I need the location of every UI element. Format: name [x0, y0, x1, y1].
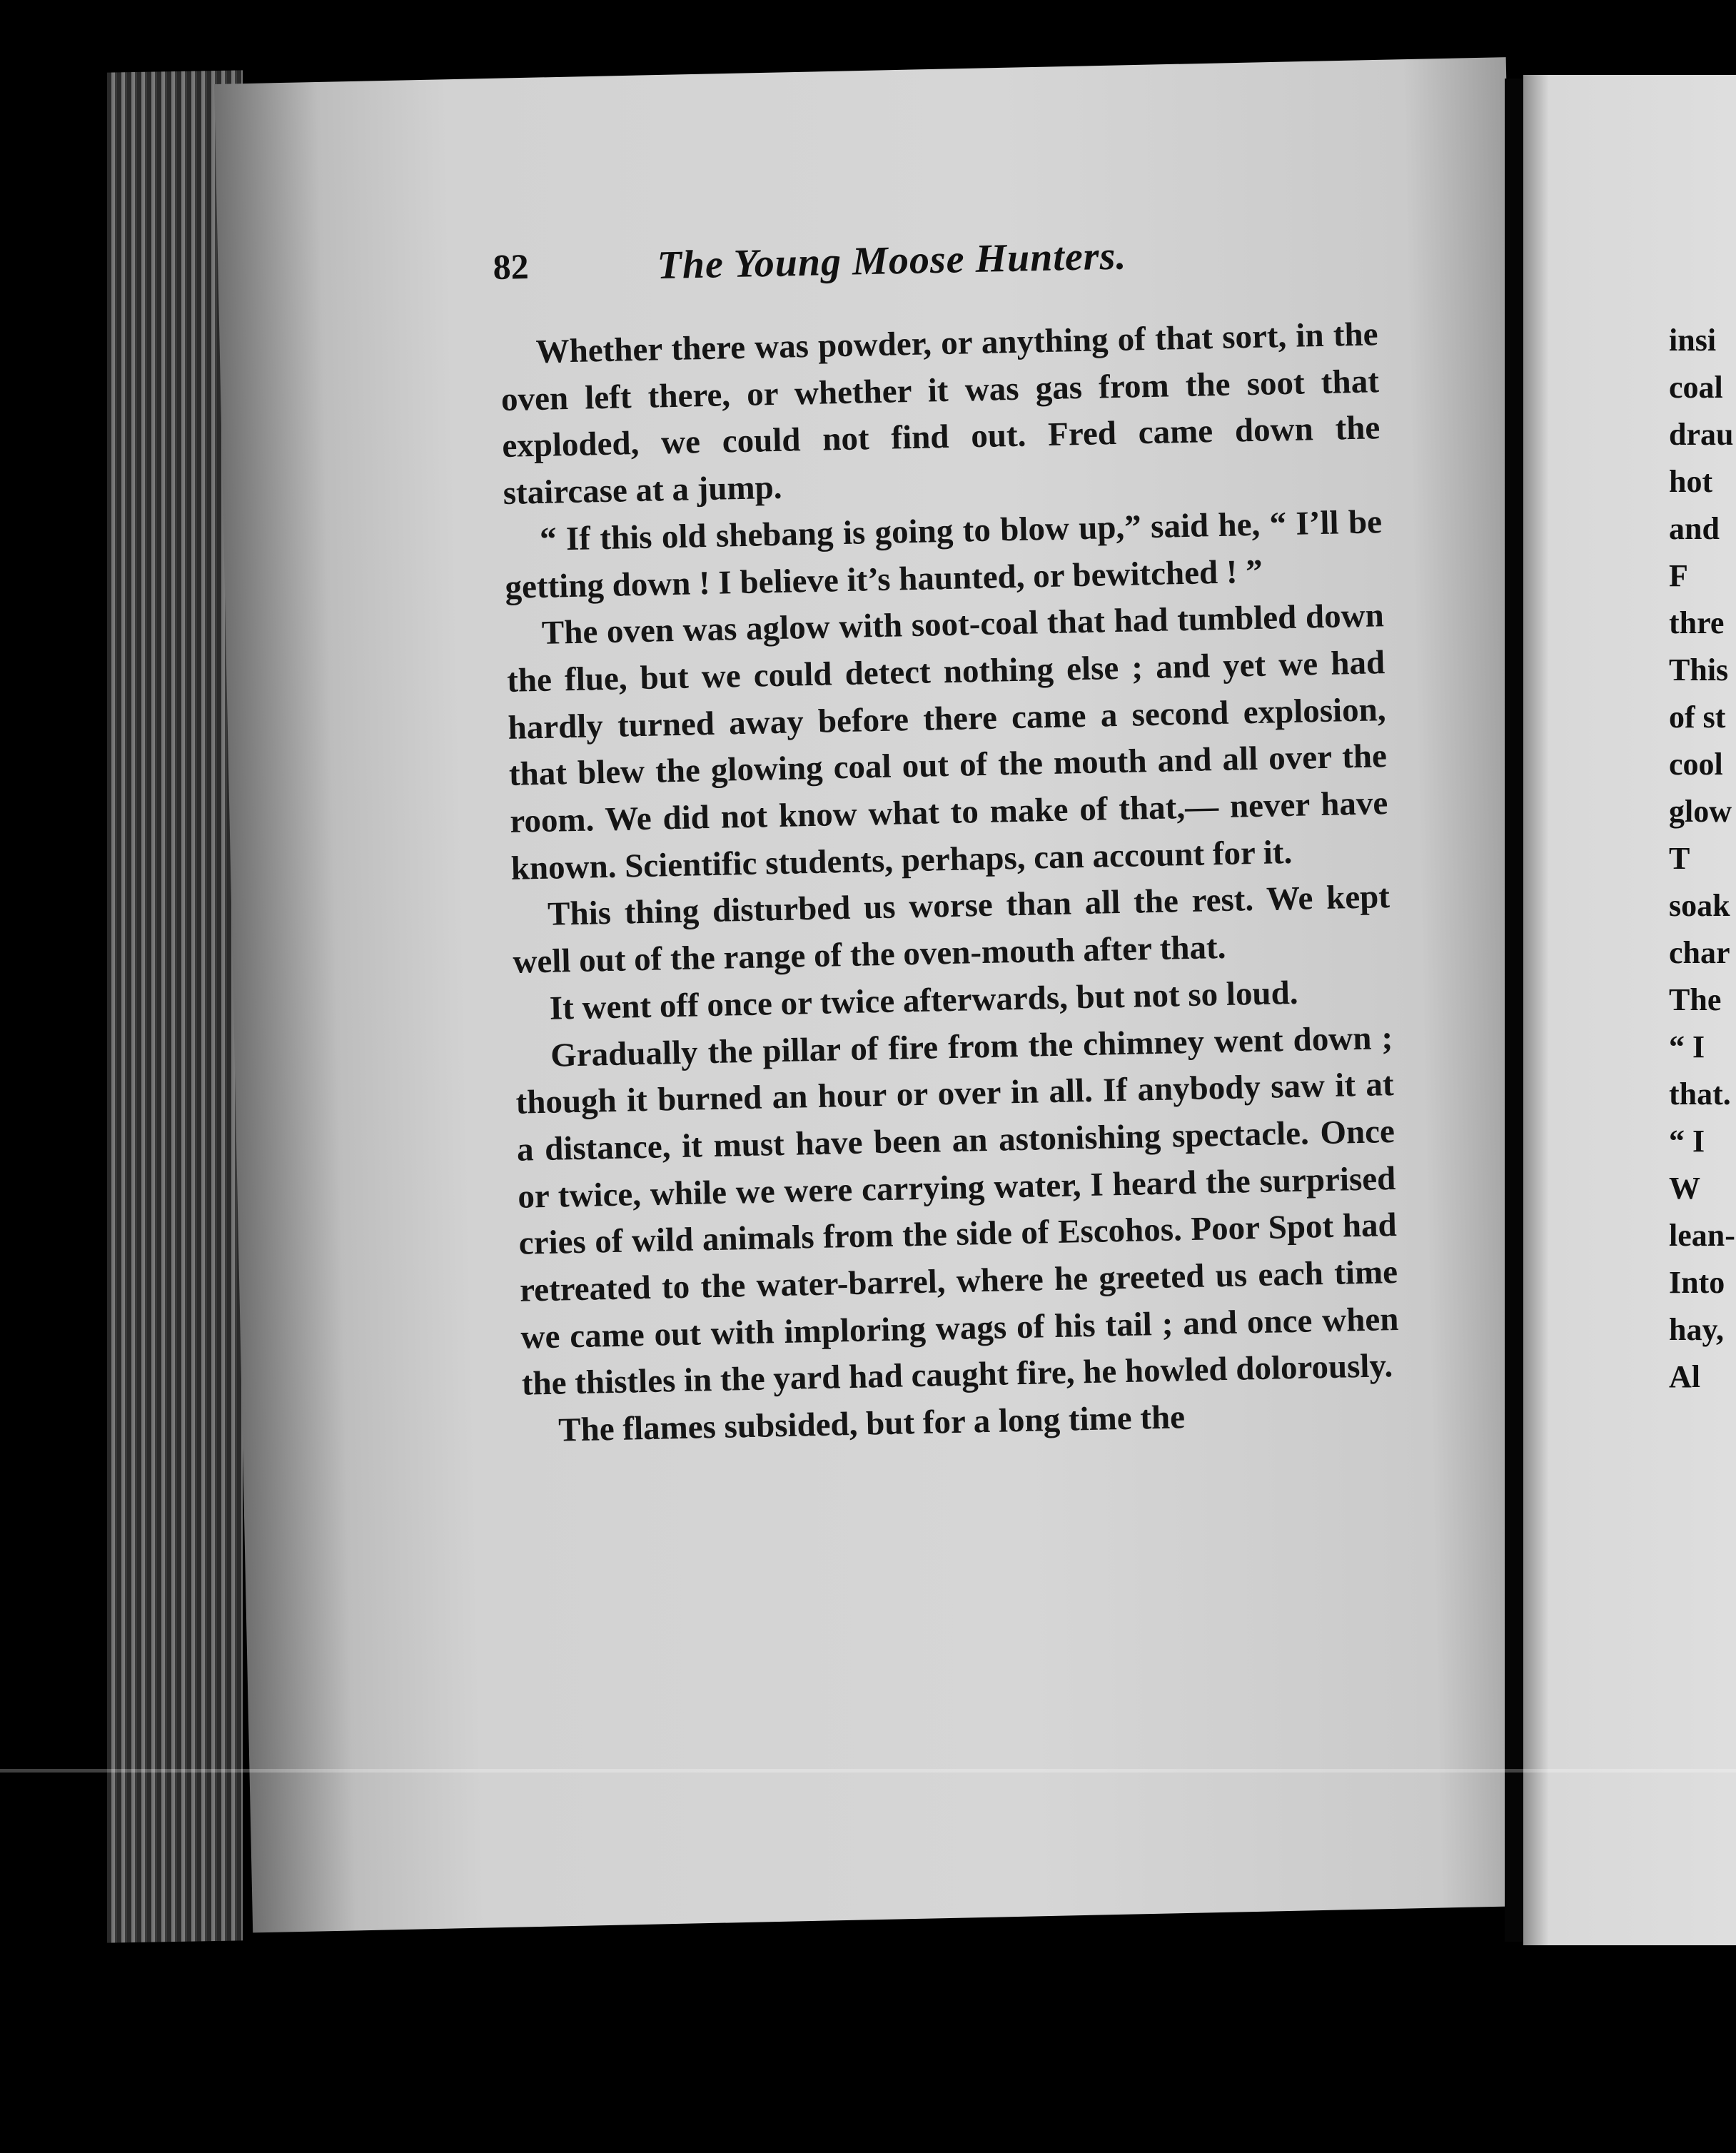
right-page-line: “ I: [1669, 1124, 1705, 1159]
body-text: [500, 311, 1410, 1864]
right-page-line: Into: [1669, 1265, 1725, 1300]
right-page-line: This: [1669, 652, 1729, 687]
right-page-line: cool: [1669, 747, 1723, 782]
right-page-line: W: [1669, 1171, 1700, 1206]
paragraph: “ If this old shebang is going to blow up,” said he, “ I’ll be getting down ! I believe it’s haunted, or bewitched ! ”: [505, 503, 1383, 606]
right-page-line: char: [1669, 935, 1730, 970]
right-page-line: T: [1669, 841, 1690, 876]
running-title: The Young Moose Hunters.: [656, 233, 1127, 288]
paragraph: The flames subsided, but for a long time the: [557, 1398, 1186, 1449]
right-page-line: hot: [1669, 464, 1713, 499]
right-page-line: that.: [1669, 1076, 1731, 1111]
right-page-line: hay,: [1669, 1312, 1725, 1347]
right-page-line: F: [1669, 558, 1688, 593]
book-gutter: [1505, 79, 1523, 1942]
right-page-line: drau: [1669, 417, 1734, 452]
right-page-line: soak: [1669, 888, 1730, 923]
paragraph: Whether there was powder, or anything of that sort, in the oven left there, or whether it was gas from the soot that exploded, we could not find out. Fred came down the staircase at a jump.: [500, 316, 1381, 513]
right-page-line: thre: [1669, 605, 1725, 640]
right-page-line: coal: [1669, 370, 1723, 405]
right-page-line: lean-: [1669, 1218, 1735, 1253]
right-page-line: of st: [1669, 700, 1726, 735]
scan-line-artifact: [0, 1769, 1736, 1773]
right-page-line: and: [1669, 511, 1720, 546]
right-page-line: insi: [1669, 323, 1717, 358]
right-page-line: “ I: [1669, 1029, 1705, 1064]
right-page-text-fragments: [1669, 317, 1736, 1431]
paragraph: Gradually the pillar of fire from the chimney went down ; though it burned an hour or over in all. If anybody saw it at a distance, it must have been an astonishing spectacle. Once or twice, while we were carrying water, I heard the surprised cries of wild animals from the side of Escohos. Poor Spot had retreated to the water-barrel, where he greeted us each time we came out with imploring wags of his tail ; and once when the thistles in the yard had caught fire, he howled dolorously.: [515, 1019, 1399, 1403]
page-number: 82: [493, 246, 530, 287]
paragraph: This thing disturbed us worse than all the rest. We kept well out of the range of the oven-mouth after that.: [513, 878, 1391, 981]
right-page-line: Al: [1669, 1359, 1700, 1394]
paragraph: The oven was aglow with soot-coal that had tumbled down the flue, but we could detect nothing else ; and yet we had hardly turned away before there came a second explosion, that blew the glowing coal out of the mouth and all over the room. We did not know what to make of that,— never have known. Scientific students, perhaps, can account for it.: [506, 597, 1388, 887]
right-page-line: glow: [1669, 794, 1732, 829]
right-page-line: The: [1669, 982, 1722, 1017]
paragraph: It went off once or twice afterwards, but not so loud.: [549, 974, 1298, 1027]
